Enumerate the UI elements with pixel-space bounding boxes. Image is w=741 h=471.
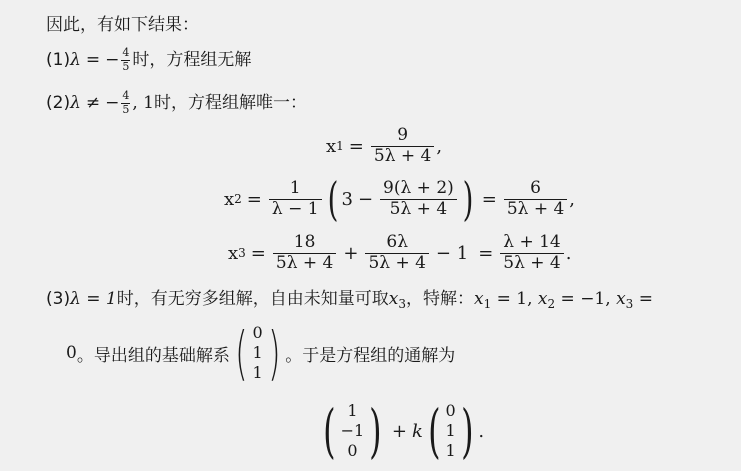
homogeneous-vector (423, 397, 478, 465)
sol-x1: x (473, 289, 484, 309)
x2-subscript: 2 (234, 192, 242, 206)
minus-sign: − (357, 188, 374, 210)
case2-line (46, 88, 307, 116)
period: . (478, 420, 485, 442)
minus-sign: − (105, 50, 120, 70)
sol-x1-value: = 1, (491, 289, 538, 309)
general-solution (318, 398, 484, 464)
right-paren: ) (462, 172, 474, 226)
case3-line (46, 284, 653, 311)
x1-equation (326, 120, 442, 172)
equals-sign: = (348, 135, 364, 157)
zero-value: 0 (66, 343, 77, 363)
x1-fraction (371, 126, 434, 166)
free-variable: x (388, 289, 399, 309)
vector-entry: −1 (340, 421, 365, 440)
vector-entry: 1 (445, 421, 456, 440)
fraction-denominator: 5λ + 4 (365, 253, 428, 274)
x3-fraction-2 (365, 233, 428, 273)
fraction-denominator: 5λ + 4 (380, 199, 457, 220)
x2-fraction-3 (504, 179, 567, 219)
fraction-denominator: 5λ + 4 (500, 253, 563, 274)
equals-sign: = (85, 50, 101, 70)
fraction-denominator: 5λ + 4 (371, 146, 434, 167)
vector-entry: 1 (347, 401, 358, 420)
heading-text (46, 10, 199, 35)
right-paren: ) (267, 319, 281, 387)
fraction-4-5 (121, 90, 130, 115)
particular-column (341, 401, 365, 461)
comma: , (436, 135, 443, 157)
x3-equation (228, 227, 571, 279)
sol-x2-subscript: 2 (547, 297, 556, 311)
x3-fraction-3 (500, 233, 563, 273)
x2-lhs: x (224, 188, 235, 210)
lambda-symbol: λ (70, 93, 81, 113)
basis-vector (230, 319, 285, 387)
case2-label: (2) (46, 93, 71, 113)
fraction-numerator: 4 (122, 46, 130, 60)
case3-condition: λ = 1 (70, 289, 117, 309)
equals-sign: = (246, 188, 262, 210)
sol-x1-subscript: 1 (483, 297, 492, 311)
fraction-4-5 (121, 47, 130, 72)
comma-one: , 1 (132, 93, 154, 113)
x2-equation (224, 170, 575, 228)
basis-entry: 1 (252, 343, 263, 362)
heading: 因此，有如下结果： (46, 15, 199, 35)
minus-sign: − (105, 93, 120, 113)
plus-sign: + (391, 420, 407, 442)
period: . (565, 242, 572, 264)
fraction-numerator: 6 (530, 177, 541, 198)
basis-entry: 1 (252, 363, 263, 382)
sol-x3-equals: = (633, 289, 653, 309)
fraction-denominator: 5 (122, 102, 130, 116)
fraction-numerator: 18 (293, 231, 316, 252)
fraction-denominator: λ − 1 (269, 199, 322, 220)
equals-sign: = (481, 188, 497, 210)
not-equal-sign: ≠ (85, 93, 101, 113)
equals-sign: = (478, 242, 494, 264)
basis-column (252, 323, 262, 383)
fraction-numerator: λ + 14 (503, 231, 561, 252)
case3-label: (3) (46, 289, 71, 309)
sol-x2: x (537, 289, 548, 309)
x2-fraction-2 (380, 179, 457, 219)
left-paren: ( (323, 397, 336, 465)
case2-text: 时，方程组解唯一： (154, 93, 307, 113)
fraction-numerator: 1 (289, 177, 301, 198)
basis-text2: 。于是方程组的通解为 (285, 345, 456, 366)
basis-entry: 0 (252, 323, 263, 342)
homogeneous-column (446, 401, 456, 461)
basis-line (66, 319, 456, 387)
equals-sign: = (250, 242, 266, 264)
coefficient-k: k (411, 420, 423, 442)
basis-text1: 。导出组的基础解系 (76, 345, 230, 366)
case1-line (46, 45, 251, 73)
case3-text1: 时，有无穷多组解，自由未知量可取 (116, 289, 389, 309)
sol-x3: x (616, 289, 626, 309)
x3-fraction-1 (273, 233, 336, 273)
fraction-denominator: 5λ + 4 (504, 199, 567, 220)
minus-one: − 1 (435, 242, 469, 264)
left-paren: ( (427, 397, 441, 465)
particular-vector (318, 397, 387, 465)
comma: , (569, 188, 576, 210)
left-paren: ( (234, 319, 248, 387)
vector-entry: 1 (445, 441, 456, 460)
lambda-symbol: λ (70, 50, 81, 70)
fraction-numerator: 9 (397, 124, 409, 145)
sol-x3-subscript: 3 (625, 297, 634, 311)
fraction-denominator: 5 (122, 59, 130, 73)
free-variable-subscript: 3 (398, 297, 406, 311)
right-paren: ) (460, 397, 474, 465)
x2-fraction-1 (269, 179, 322, 219)
sol-x2-value: = −1, (555, 289, 617, 309)
left-paren: ( (327, 172, 338, 226)
vector-entry: 0 (347, 441, 358, 460)
plus-sign: + (343, 242, 359, 264)
case1-label: (1) (46, 50, 71, 70)
three: 3 (341, 188, 353, 210)
x3-subscript: 3 (238, 246, 246, 260)
right-paren: ) (369, 397, 382, 465)
case3-text2: ，特解： (405, 289, 474, 309)
x1-subscript: 1 (336, 139, 344, 153)
vector-entry: 0 (445, 401, 456, 420)
fraction-denominator: 5λ + 4 (273, 253, 336, 274)
x3-lhs: x (228, 242, 239, 264)
case1-text: 时，方程组无解 (132, 50, 252, 70)
fraction-numerator: 6λ (386, 231, 408, 252)
fraction-numerator: 4 (122, 89, 130, 103)
fraction-numerator: 9(λ + 2) (383, 177, 454, 198)
x1-lhs: x (326, 135, 337, 157)
